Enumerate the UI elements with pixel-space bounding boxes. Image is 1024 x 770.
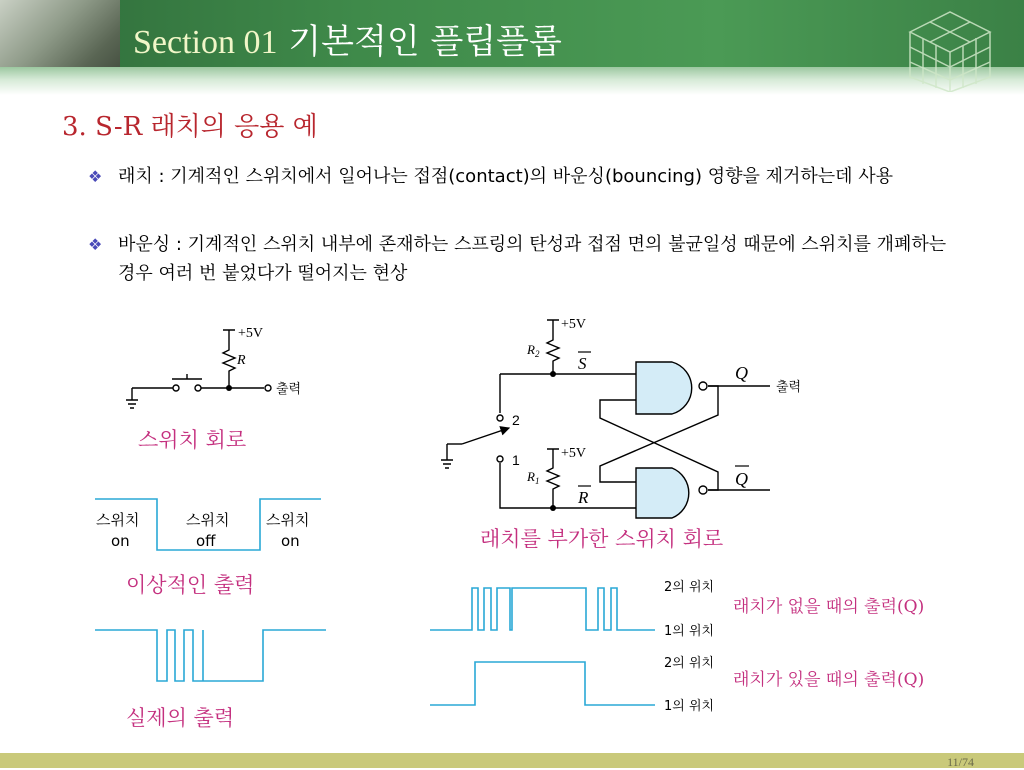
bullet-item [88,230,968,288]
switch-state: on [111,532,130,550]
switch-arm [462,428,509,444]
switch-label: 스위치 [186,511,230,529]
diamond-bullet-icon: ❖ [88,235,103,254]
position-2-label: 2의 위치 [664,580,715,595]
junction-dot [550,371,556,377]
s-bar-label: S [578,354,587,373]
page-title [133,14,562,63]
junction-dot [226,385,232,391]
position-1-label: 1의 위치 [664,699,715,714]
switch-state: off [196,532,216,550]
resistor-label: R [237,353,246,368]
real-waveform [95,630,326,681]
no-latch-waveform [430,588,655,630]
header-stripe [0,67,1024,95]
output-label: 출력 [776,380,802,395]
figure-caption: 래치를 부가한 스위치 회로 [480,527,724,551]
position-1-label: 1의 위치 [664,624,715,639]
contact-2 [497,415,503,421]
footer-bar [0,753,1024,768]
waveform-caption: 래치가 있을 때의 출력(Q) [733,670,925,690]
simple-switch-circuit [126,330,271,408]
section-label: Section 01 [133,24,278,61]
nand-gate-top [636,362,707,414]
figure-caption: 스위치 회로 [138,428,247,452]
switch-label: 스위치 [96,511,140,529]
waveform-caption: 래치가 없을 때의 출력(Q) [733,597,925,617]
supply-label: +5V [561,317,587,332]
switch-label: 스위치 [266,511,310,529]
bullet-text: 래치 : 기계적인 스위치에서 일어나는 접점(contact)의 바운싱(bouncing) 영향을 제거하는데 사용 [118,166,894,187]
position-2-label: 2 [512,412,520,428]
nand-gate-bottom [636,468,707,518]
supply-label: +5V [561,446,587,461]
r-bar-label: R [578,488,589,507]
position-2-label: 2의 위치 [664,656,715,671]
contact-1 [497,456,503,462]
bullet-item [88,162,968,191]
section-subtitle: 3. S-R 래치의 응용 예 [62,112,318,142]
position-1-label: 1 [512,452,520,468]
figure-caption: 실제의 출력 [126,706,235,730]
r2-label: $R_2$ [527,342,540,359]
cube-decoration-icon [890,2,1010,92]
bullet-text: 바운싱 : 기계적인 스위치 내부에 존재하는 스프링의 탄성과 접점 면의 불균일성 때문에 스위치를 개폐하는 경우 여러 번 붙었다가 떨어지는 현상 [118,234,947,284]
q-bar-label: Q [735,469,748,489]
latch-waveform [430,662,655,705]
q-label: Q [735,363,748,383]
r1-label: $R_1$ [527,469,540,486]
figure-caption: 이상적인 출력 [126,573,255,597]
output-label: 출력 [276,382,302,397]
switch-state: on [281,532,300,550]
circuit-figure [0,300,1024,755]
junction-dot [550,505,556,511]
page-number: 11/74 [947,755,974,769]
diamond-bullet-icon: ❖ [88,167,103,186]
latch-circuit [441,320,770,508]
supply-label: +5V [238,326,264,341]
title-text: 기본적인 플립플롭 [288,22,562,62]
